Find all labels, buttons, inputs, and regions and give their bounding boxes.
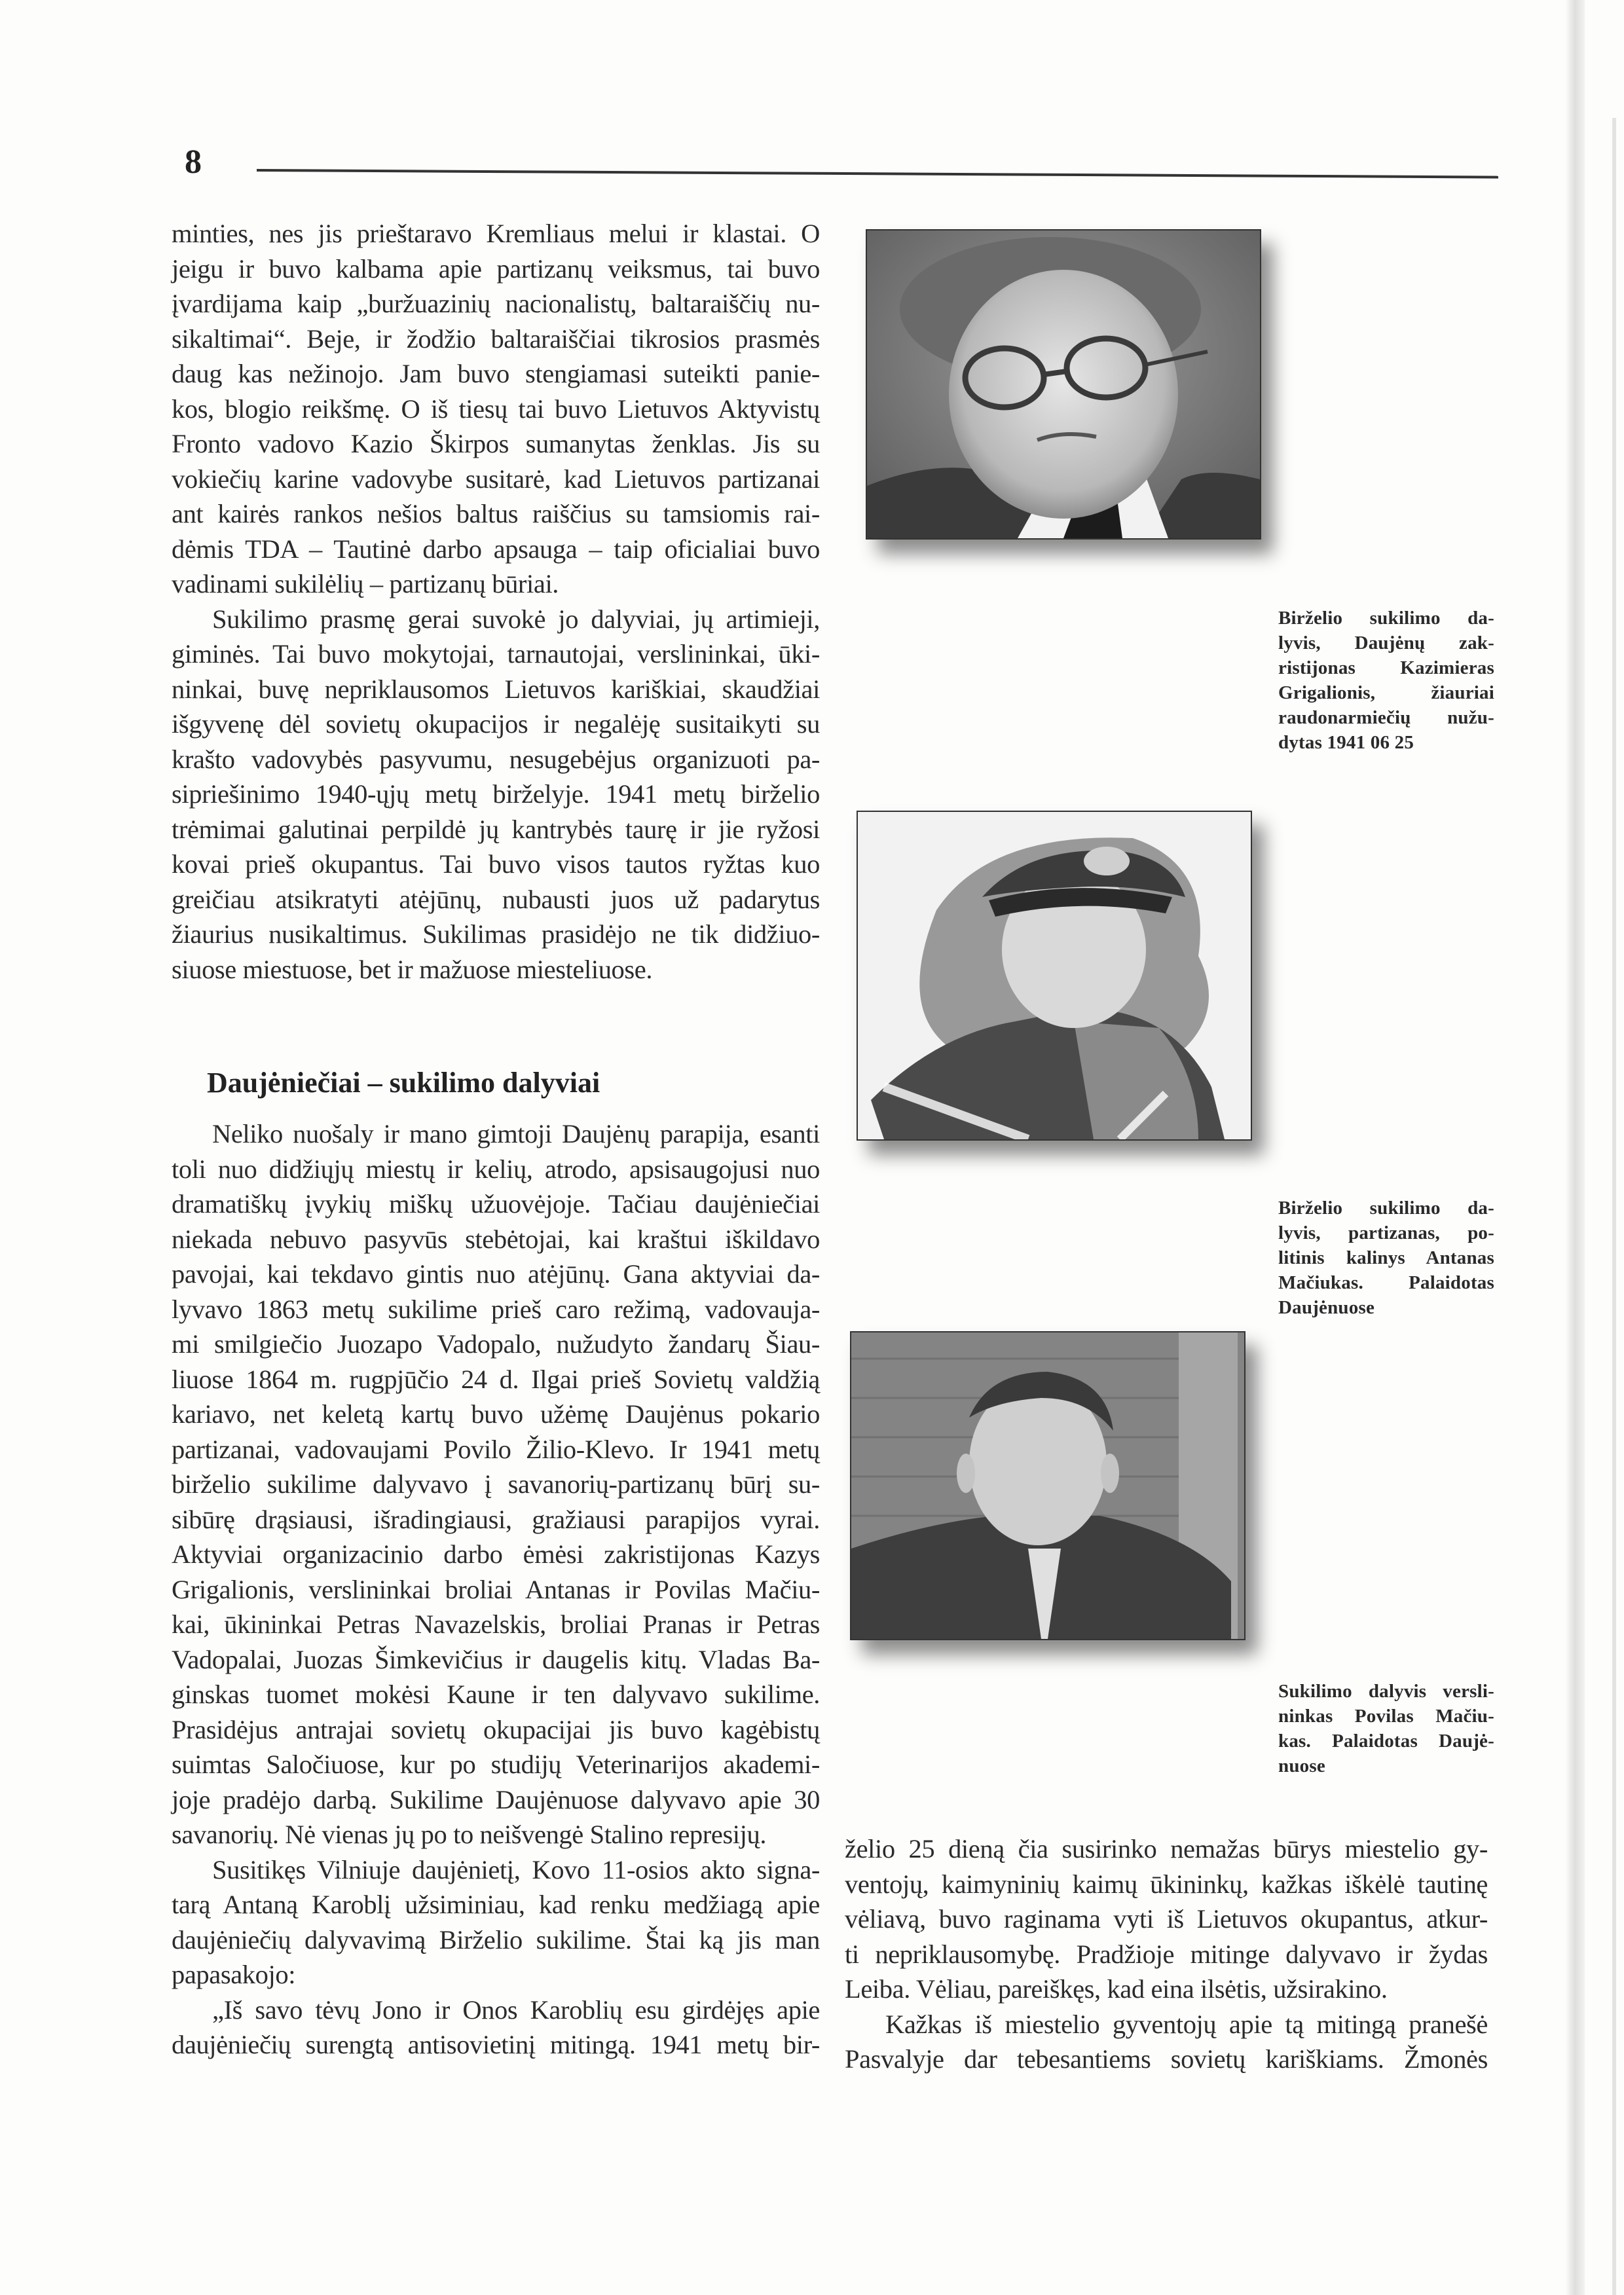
text-line: dramatiškų įvykių miškų užuovėjoje. Tačiau daujėniečiai	[172, 1189, 820, 1219]
photo-portrait-older-man	[850, 1331, 1246, 1640]
caption-line: Birželio sukilimo da-	[1278, 608, 1494, 629]
text-line: Aktyviai organizacinio darbo ėmėsi zakristijonas Kazys	[172, 1539, 820, 1569]
text-line: Leiba. Vėliau, pareiškęs, kad eina ilsėtis, užsirakino.	[845, 1974, 1388, 2004]
text-line: sikaltimai“. Beje, ir žodžio baltaraiščiai tikrosios prasmės	[172, 323, 820, 354]
caption-line: kas. Palaidotas Daujė-	[1278, 1731, 1494, 1752]
text-line: giminės. Tai buvo mokytojai, tarnautojai, verslininkai, ūki-	[172, 639, 820, 669]
caption-line: Birželio sukilimo da-	[1278, 1198, 1494, 1219]
paragraph-1	[172, 216, 820, 602]
text-line: įvardijama kaip „buržuazinių nacionalistų, baltaraiščių nu-	[172, 289, 820, 318]
text-line: Susitikęs Vilniuje daujėnietį, Kovo 11-osios akto signa-	[212, 1854, 820, 1884]
paragraph-right-1	[845, 1831, 1488, 2007]
photo-caption-1	[1278, 606, 1494, 755]
text-line: jeigu ir buvo kalbama apie partizanų veiksmus, tai buvo	[172, 253, 820, 284]
photo-caption-3	[1278, 1679, 1494, 1778]
page-number: 8	[185, 143, 202, 181]
text-line: ti nepriklausomybę. Pradžioje mitinge dalyvavo ir žydas	[845, 1939, 1488, 1969]
text-line: dėmis TDA – Tautinė darbo apsauga – taip oficialiai buvo	[172, 534, 820, 564]
text-line: niekada nebuvo pasyvūs stebėtojai, kai kraštui iškildavo	[172, 1224, 820, 1254]
caption-line: ristijonas Kazimieras	[1278, 657, 1494, 678]
text-line: sipriešinimo 1940-ųjų metų birželyje. 1941 metų birželio	[172, 779, 820, 809]
text-line: daug kas nežinojo. Jam buvo stengiamasi suteikti panie-	[172, 359, 820, 388]
text-line: ventojų, kaimyninių kaimų ūkininkų, kažkas iškėlė tautinę	[845, 1869, 1488, 1899]
caption-line: Daujėnuose	[1278, 1297, 1375, 1318]
text-line: išgyvenę dėl sovietų okupacijos ir negalėję susitaikyti su	[172, 709, 820, 739]
text-line: žiaurius nusikaltimus. Sukilimas prasidėjo ne tik didžiuo-	[172, 919, 820, 949]
photo-caption-2	[1278, 1196, 1494, 1320]
text-line: kovai prieš okupantus. Tai buvo visos tautos ryžtas kuo	[172, 849, 820, 879]
text-line: siuose miestuose, bet ir mažuose miesteliuose.	[172, 954, 653, 984]
text-line: birželio sukilime dalyvavo į savanorių-partizanų būrį su-	[172, 1469, 820, 1499]
text-line: ginskas tuomet mokėsi Kaune ir ten dalyvavo sukilime.	[172, 1680, 820, 1709]
text-line: vadinami sukilėlių – partizanų būriai.	[172, 569, 559, 598]
text-line: ant kairės rankos nešios baltus raiščius su tamsiomis rai-	[172, 499, 820, 528]
text-line: toli nuo didžiųjų miestų ir kelių, atrodo, apsisaugojusi nuo	[172, 1154, 820, 1184]
text-line: daujėniečių surengtą antisovietinį mitingą. 1941 metų bir-	[172, 2030, 820, 2059]
caption-line: lyvis, partizanas, po-	[1278, 1222, 1494, 1243]
text-line: trėmimai galutinai perpildė jų kantrybės taurę ir jie ryžosi	[172, 814, 820, 844]
paragraph-2	[172, 602, 820, 987]
text-line: vokiečių karine vadovybe susitarė, kad Lietuvos partizanai	[172, 464, 820, 494]
caption-line: raudonarmiečių nužu-	[1278, 707, 1494, 728]
text-line: Pasvalyje dar tebesantiems sovietų kariškiams. Žmonės	[845, 2044, 1488, 2074]
text-line: Sukilimo prasmę gerai suvokė jo dalyviai, jų artimieji,	[212, 604, 820, 634]
text-line: kariavo, net keletą kartų buvo užėmę Daujėnus pokario	[172, 1399, 820, 1429]
text-line: lyvavo 1863 metų sukilime prieš caro režimą, vadovauja-	[172, 1294, 820, 1324]
header-rule	[257, 169, 1498, 179]
text-line: želio 25 dieną čia susirinko nemažas būrys miestelio gy-	[845, 1834, 1488, 1864]
text-line: „Iš savo tėvų Jono ir Onos Karoblių esu girdėjęs apie	[212, 1994, 820, 2025]
caption-line: Mačiukas. Palaidotas	[1278, 1272, 1494, 1293]
text-line: vėliavą, buvo raginama vyti iš Lietuvos okupantus, atkur-	[845, 1904, 1488, 1934]
text-line: kos, blogio reikšmę. O iš tiesų tai buvo Lietuvos Aktyvistų	[172, 394, 820, 424]
text-line: minties, nes jis prieštaravo Kremliaus melui ir klastai. O	[172, 219, 820, 248]
caption-line: nuose	[1278, 1755, 1325, 1776]
text-line: savanorių. Nė vienas jų po to neišvengė Stalino represijų.	[172, 1820, 767, 1849]
body-text-bottom	[172, 1116, 820, 2063]
text-line: joje pradėjo darbą. Sukilime Daujėnuose dalyvavo apie 30	[172, 1784, 820, 1814]
text-line: Kažkas iš miestelio gyventojų apie tą mitingą pranešė	[885, 2009, 1488, 2039]
text-line: mi smilgiečio Juozapo Vadopalo, nužudyto žandarų Šiau-	[172, 1329, 820, 1359]
text-line: Grigalionis, verslininkai broliai Antanas ir Povilas Mačiu-	[172, 1574, 820, 1604]
text-line: krašto vadovybės pasyvumu, nesugebėjus organizuoti pa-	[172, 744, 820, 774]
text-line: Vadopalai, Juozas Šimkevičius ir daugelis kitų. Vladas Ba-	[172, 1644, 820, 1674]
text-line: daujėniečių dalyvavimą Birželio sukilime. Štai ką jis man	[172, 1924, 820, 1955]
text-line: greičiau atsikratyti atėjūnų, nubausti juos už padarytus	[172, 884, 820, 914]
caption-line: litinis kalinys Antanas	[1278, 1247, 1494, 1268]
text-line: pavojai, kai tekdavo gintis nuo atėjūnų. Gana aktyviai da-	[172, 1259, 820, 1289]
text-line: Neliko nuošaly ir mano gimtoji Daujėnų parapija, esanti	[212, 1119, 820, 1148]
paragraph-3	[172, 1116, 820, 1852]
portrait-soldier-image	[858, 812, 1251, 1139]
text-line: suimtas Saločiuose, kur po studijų Veterinarijos akademi-	[172, 1750, 820, 1779]
text-line: ninkai, buvę nepriklausomos Lietuvos kariškiai, skaudžiai	[172, 674, 820, 704]
caption-line: Sukilimo dalyvis versli-	[1278, 1681, 1494, 1702]
page-edge-shadow	[1612, 118, 1616, 2295]
caption-line: dytas 1941 06 25	[1278, 732, 1414, 753]
page-spine-shadow	[1565, 0, 1585, 2295]
text-line: kai, ūkininkai Petras Navazelskis, broliai Pranas ir Petras	[172, 1609, 820, 1639]
text-line: Prasidėjus antrajai sovietų okupacijai jis buvo kagėbistų	[172, 1714, 820, 1744]
paragraph-4	[172, 1852, 820, 1992]
text-line: sibūrę drąsiausi, išradingiausi, gražiausi parapijos vyrai.	[172, 1504, 820, 1534]
caption-line: lyvis, Daujėnų zak-	[1278, 633, 1494, 653]
photo-portrait-military	[857, 811, 1252, 1141]
text-line: papasakojo:	[172, 1960, 296, 1989]
text-line: partizanai, vadovaujami Povilo Žilio-Klevo. Ir 1941 metų	[172, 1434, 820, 1464]
caption-line: Grigalionis, žiauriai	[1278, 682, 1494, 703]
portrait-older-man-image	[851, 1332, 1244, 1639]
paragraph-right-2	[845, 2007, 1488, 2077]
text-line: tarą Antaną Karoblį užsiminiau, kad renku medžiagą apie	[172, 1890, 820, 1919]
paragraph-5	[172, 1992, 820, 2063]
section-heading: Daujėniečiai – sukilimo dalyviai	[207, 1067, 600, 1099]
caption-line: ninkas Povilas Mačiu-	[1278, 1706, 1494, 1727]
body-text-top	[172, 216, 820, 987]
body-text-right	[845, 1831, 1488, 2077]
text-line: Fronto vadovo Kazio Škirpos sumanytas ženklas. Jis su	[172, 429, 820, 458]
portrait-man-glasses-image	[867, 230, 1260, 538]
text-line: liuose 1864 m. rugpjūčio 24 d. Ilgai prieš Sovietų valdžią	[172, 1364, 820, 1394]
photo-portrait-glasses	[866, 229, 1261, 540]
